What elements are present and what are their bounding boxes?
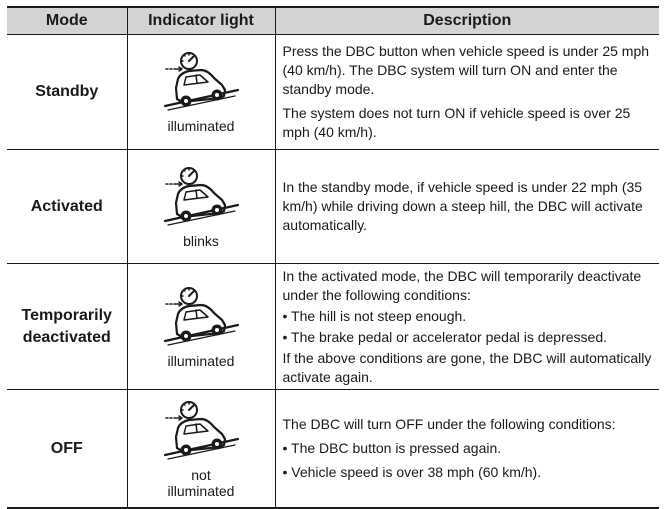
header-mode: Mode (7, 7, 127, 35)
table-row-temporarily-deactivated (7, 264, 659, 390)
mode-cell: Temporarily deactivated (7, 264, 127, 390)
dbc-hill-descent-icon (128, 285, 275, 349)
dbc-hill-descent-icon (128, 50, 275, 114)
table-row-off (7, 390, 659, 509)
description-bullet: • The DBC button is pressed again. (282, 440, 502, 456)
indicator-cell (127, 264, 275, 390)
indicator-state: not illuminated (167, 466, 235, 499)
description-bullet: • The brake pedal or accelerator pedal is depressed. (282, 328, 608, 345)
mode-cell: OFF (7, 390, 127, 509)
table-row-activated (7, 150, 659, 264)
header-indicator-light: Indicator light (127, 7, 275, 35)
description-line: The system does not turn ON if vehicle speed is over 25 mph (40 km/h). (282, 105, 631, 140)
description-line: Press the DBC button when vehicle speed is under 25 mph (40 km/h). The DBC system will turn ON and enter the standby mode. (282, 43, 650, 97)
indicator-cell (127, 150, 275, 264)
description-line: The DBC will turn OFF under the following conditions: (282, 416, 616, 432)
description-line: In the standby mode, if vehicle speed is under 22 mph (35 km/h) while driving down a steep hill, the DBC will activate automatically. (282, 179, 643, 233)
description-cell (275, 35, 659, 150)
description-bullet: • Vehicle speed is over 38 mph (60 km/h). (282, 464, 542, 480)
dbc-mode-table (7, 6, 659, 509)
dbc-hill-descent-icon (128, 165, 275, 229)
description-line: If the above conditions are gone, the DBC will automatically activate again. (282, 349, 652, 385)
description-cell (275, 390, 659, 509)
mode-cell: Activated (7, 150, 127, 264)
description-cell (275, 150, 659, 264)
dbc-hill-descent-icon (128, 399, 275, 463)
table-header-row (7, 7, 659, 35)
indicator-state: illuminated (167, 352, 235, 369)
header-description: Description (275, 7, 659, 35)
description-bullet: • The hill is not steep enough. (282, 307, 467, 324)
table-row-standby (7, 35, 659, 150)
mode-cell: Standby (7, 35, 127, 150)
indicator-cell (127, 35, 275, 150)
description-line: In the activated mode, the DBC will temporarily deactivate under the following conditions: (282, 267, 642, 303)
description-cell (275, 264, 659, 390)
indicator-state: blinks (183, 232, 219, 249)
indicator-cell (127, 390, 275, 509)
indicator-state: illuminated (167, 118, 235, 134)
